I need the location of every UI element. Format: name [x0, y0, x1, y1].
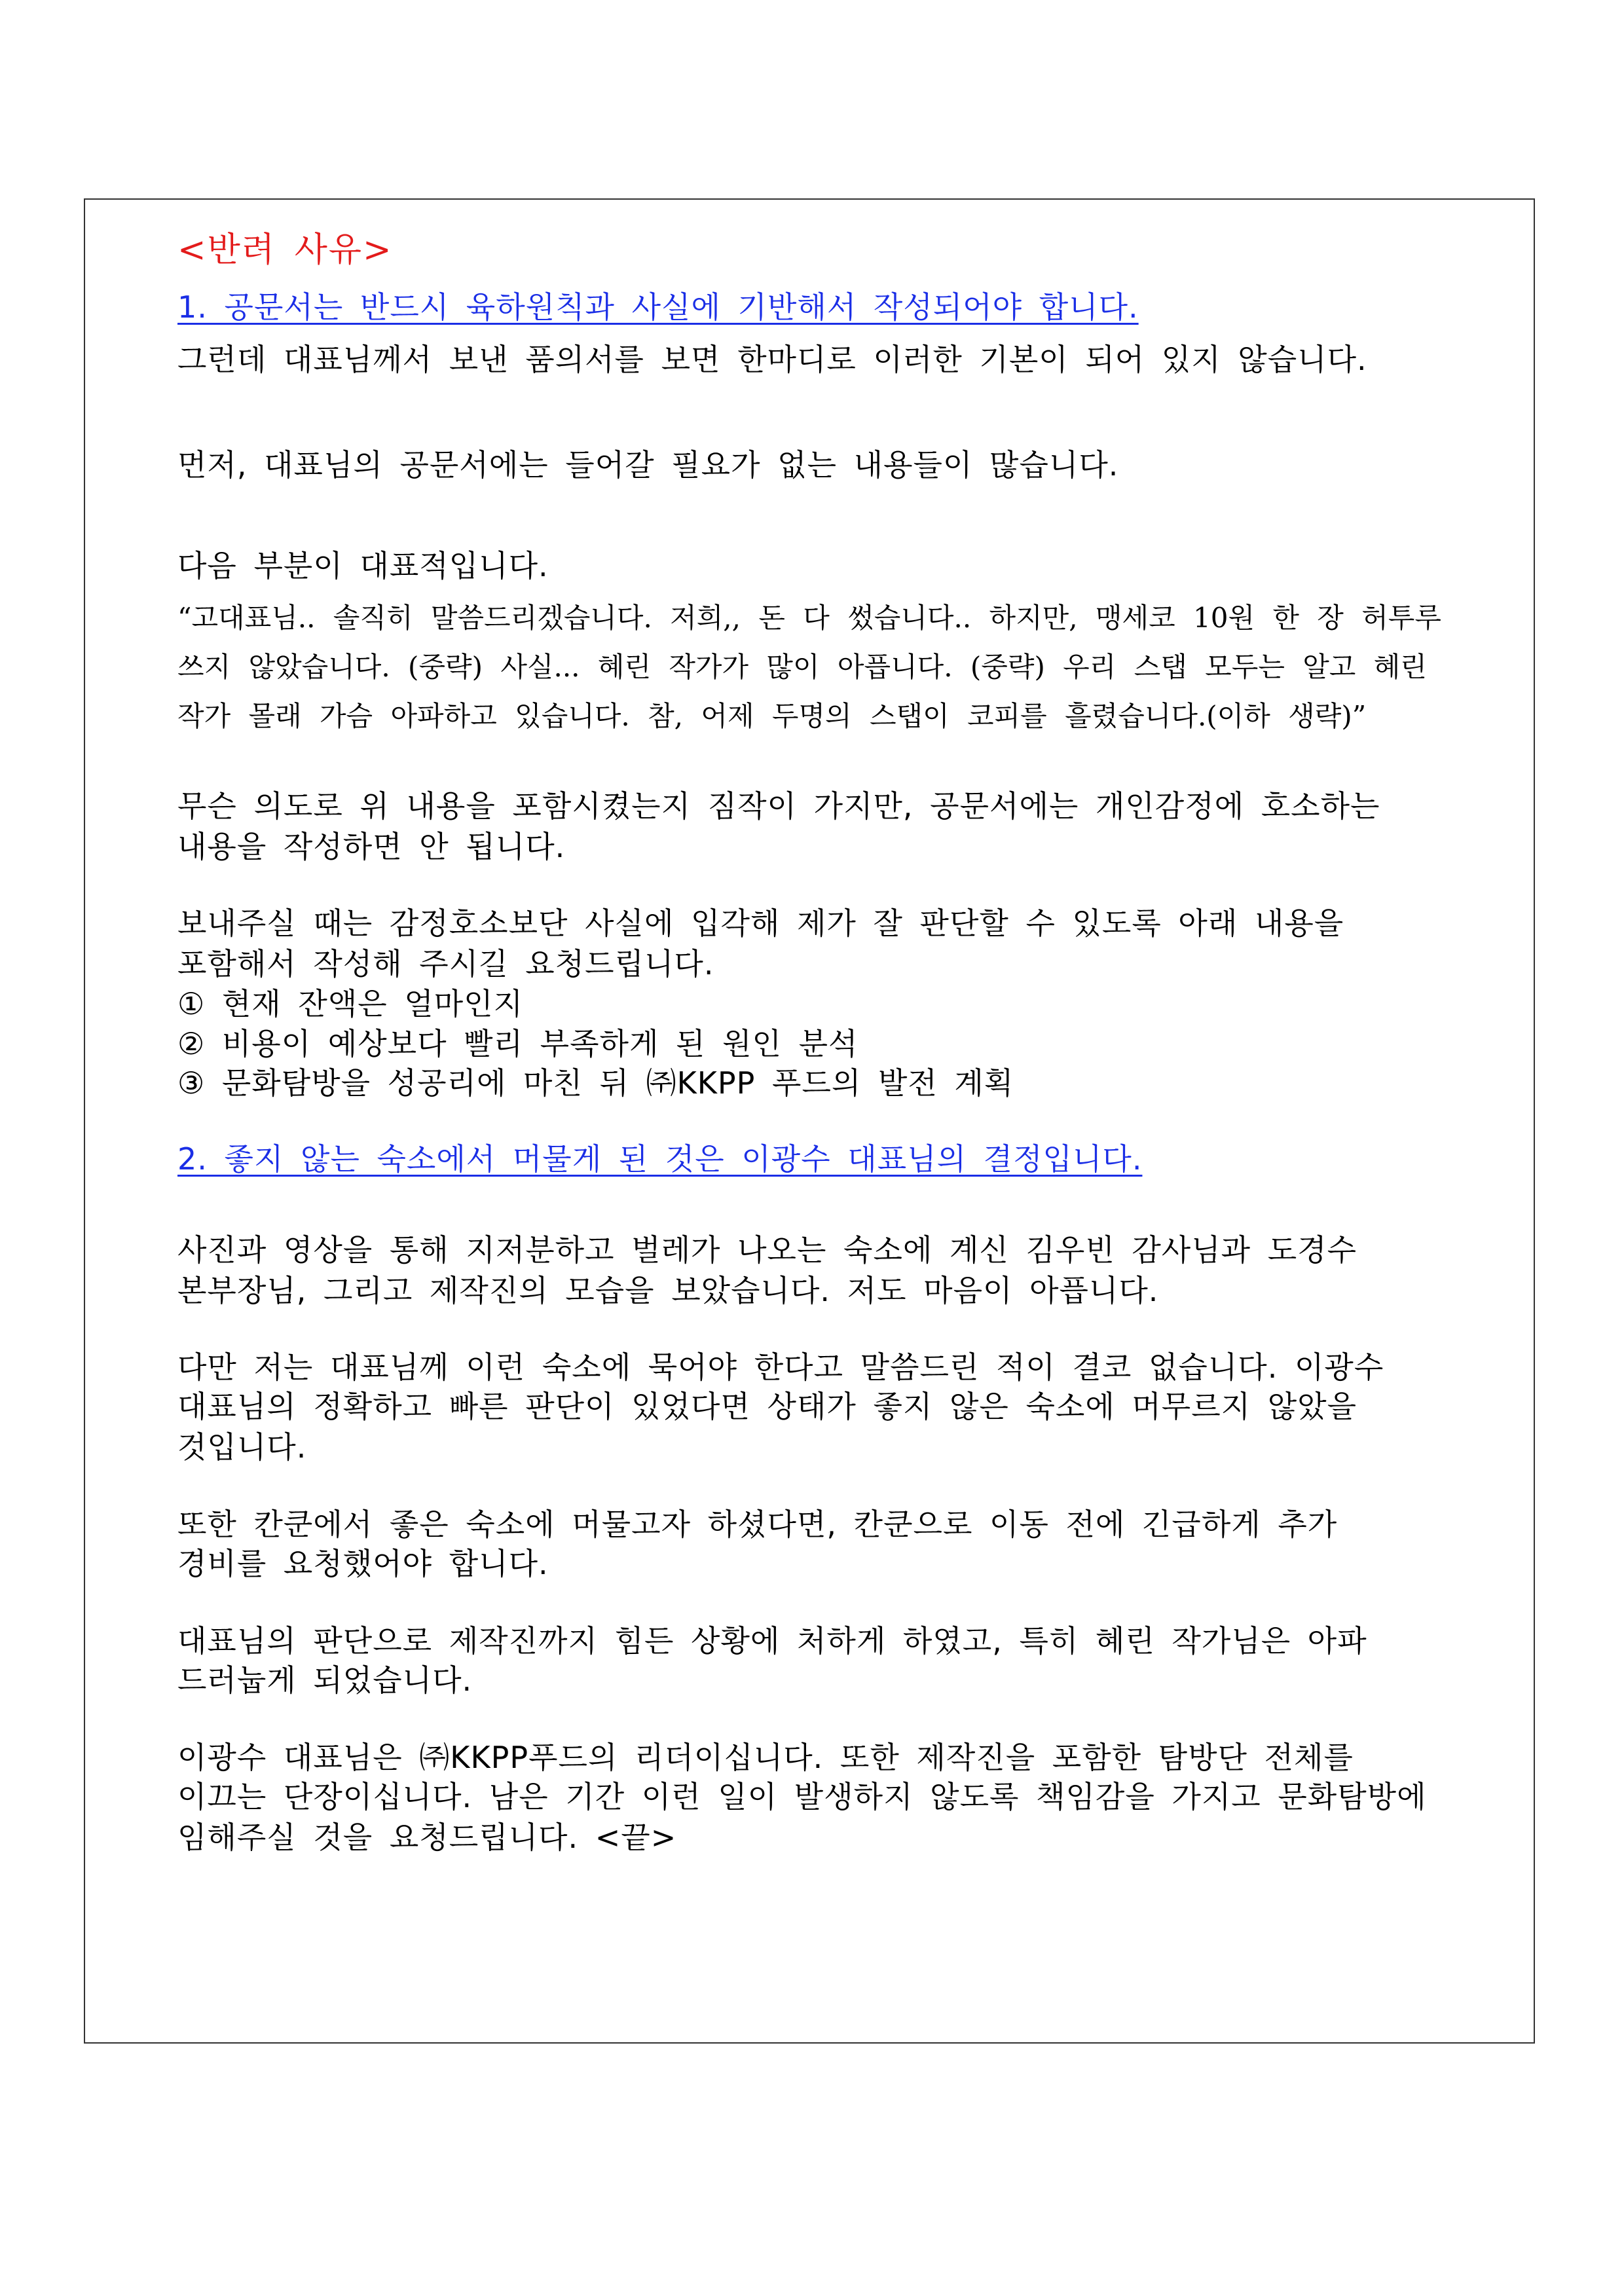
section1-paragraph: 보내주실 때는 감정호소보단 사실에 입각해 제가 잘 판단할 수 있도록 아래 내용을	[177, 906, 1344, 941]
document-title: <반려 사유>	[177, 230, 393, 270]
section1-paragraph: 내용을 작성하면 안 됩니다.	[177, 829, 566, 864]
section2-paragraph: 경비를 요청했어야 합니다.	[177, 1546, 549, 1581]
section2-paragraph: 다만 저는 대표님께 이런 숙소에 묵어야 한다고 말씀드린 적이 결코 없습니다. 이광수	[177, 1349, 1384, 1385]
section2-paragraph: 이끄는 단장이십니다. 남은 기간 이런 일이 발생하지 않도록 책임감을 가지고 문화탐방에	[177, 1779, 1427, 1814]
section1-paragraph: 포함해서 작성해 주시길 요청드립니다.	[177, 946, 714, 982]
section2-paragraph: 사진과 영상을 통해 지저분하고 벌레가 나오는 숙소에 계신 김우빈 감사님과 도경수	[177, 1232, 1357, 1268]
section2-paragraph: 드러눕게 되었습니다.	[177, 1662, 473, 1698]
quote-line: 작가 몰래 가슴 아파하고 있습니다. 참, 어제 두명의 스탭이 코피를 흘렸습니다.(이하 생략)”	[177, 700, 1367, 732]
quote-line: 쓰지 않았습니다. (중략) 사실... 혜린 작가가 많이 아픕니다. (중략) 우리 스탭 모두는 알고 혜린	[177, 651, 1427, 683]
section1-heading: 1. 공문서는 반드시 육하원칙과 사실에 기반해서 작성되어야 합니다.	[177, 289, 1139, 325]
section2-paragraph: 또한 칸쿤에서 좋은 숙소에 머물고자 하셨다면, 칸쿤으로 이동 전에 긴급하게 추가	[177, 1507, 1338, 1542]
section1-paragraph: 다음 부분이 대표적입니다.	[177, 548, 549, 583]
list-item: ① 현재 잔액은 얼마인지	[177, 986, 524, 1021]
section1-paragraph: 무슨 의도로 위 내용을 포함시켰는지 짐작이 가지만, 공문서에는 개인감정에 호소하는	[177, 788, 1380, 824]
section1-paragraph: 먼저, 대표님의 공문서에는 들어갈 필요가 없는 내용들이 많습니다.	[177, 447, 1119, 483]
quote-line: “고대표님.. 솔직히 말씀드리겠습니다. 저희,, 돈 다 썼습니다.. 하지만, 맹세코 10원 한 장 허투루	[177, 602, 1441, 634]
section2-paragraph: 것입니다.	[177, 1429, 307, 1465]
section2-heading: 2. 좋지 않는 숙소에서 머물게 된 것은 이광수 대표님의 결정입니다.	[177, 1141, 1143, 1177]
closing-line: 임해주실 것을 요청드립니다. <끝>	[177, 1820, 677, 1855]
section1-paragraph: 그런데 대표님께서 보낸 품의서를 보면 한마디로 이러한 기본이 되어 있지 않습니다.	[177, 342, 1367, 377]
list-item: ② 비용이 예상보다 빨리 부족하게 된 원인 분석	[177, 1026, 858, 1061]
section2-paragraph: 이광수 대표님은 ㈜KKPP푸드의 리더이십니다. 또한 제작진을 포함한 탐방단 전체를	[177, 1740, 1354, 1775]
section2-paragraph: 본부장님, 그리고 제작진의 모습을 보았습니다. 저도 마음이 아픕니다.	[177, 1273, 1159, 1308]
section2-paragraph: 대표님의 판단으로 제작진까지 힘든 상황에 처하게 하였고, 특히 혜린 작가님은 아파	[177, 1623, 1367, 1659]
section2-paragraph: 대표님의 정확하고 빠른 판단이 있었다면 상태가 좋지 않은 숙소에 머무르지 않았을	[177, 1389, 1357, 1424]
list-item: ③ 문화탐방을 성공리에 마친 뒤 ㈜KKPP 푸드의 발전 계획	[177, 1065, 1014, 1101]
